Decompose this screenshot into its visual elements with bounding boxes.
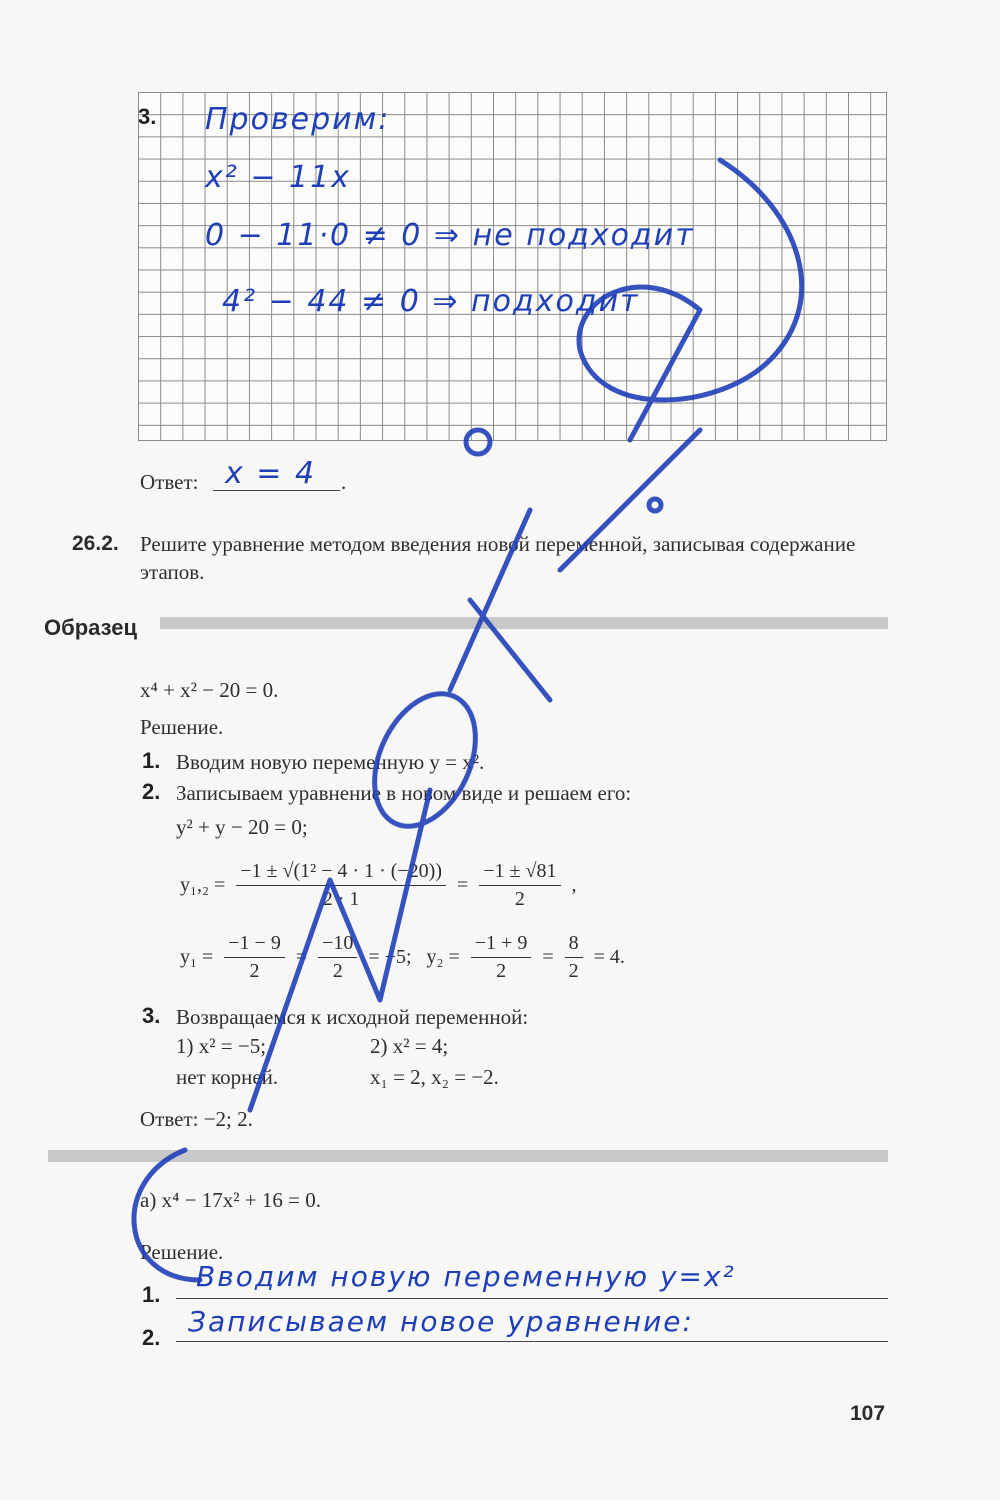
y12-formula	[180, 860, 577, 911]
y12-fraction	[236, 860, 446, 911]
exercise-a-step1-hand: Вводим новую переменную y=x²	[196, 1260, 736, 1293]
case1-equation: 1) x² = −5;	[176, 1034, 267, 1058]
exercise-a-line-2	[176, 1341, 888, 1342]
y1-fraction-2	[318, 932, 357, 983]
exercise-a-solution-label: Решение.	[140, 1240, 224, 1264]
answer-value: x = 4	[225, 456, 317, 491]
y2-fraction	[471, 932, 532, 983]
case1-result: нет корней.	[176, 1065, 279, 1089]
sample-step2-text: Записываем уравнение в новом виде и решаем его:	[176, 781, 632, 805]
y1-y2-formula	[180, 932, 625, 983]
y2-numerator: −1 + 9	[471, 932, 532, 958]
sample-equation: x⁴ + x² − 20 = 0.	[140, 678, 279, 702]
y12-denominator: 2 · 1	[322, 888, 360, 910]
y12-tail: ,	[571, 874, 577, 896]
y12-numerator-2: −1 ± √81	[479, 860, 560, 886]
y2-denominator-2: 2	[568, 960, 579, 982]
task-text: Решите уравнение методом введения новой переменной, записывая содержание этапов.	[140, 532, 856, 584]
y1-numerator: −1 − 9	[224, 932, 285, 958]
exercise-a-equation: а) x⁴ − 17x² + 16 = 0.	[140, 1188, 321, 1212]
y1-label: y₁ =	[180, 946, 214, 968]
sample-step3-number: 3.	[142, 1003, 161, 1028]
top-step-number: 3.	[138, 104, 157, 129]
page-number: 107	[850, 1402, 886, 1425]
y12-denominator-2: 2	[514, 888, 525, 910]
hand-line-2: x² − 11x	[205, 160, 351, 195]
exercise-a-step1-number: 1.	[142, 1282, 161, 1307]
y1-result: = −5;	[368, 946, 412, 968]
hand-line-1: Проверим:	[205, 102, 391, 137]
answer-label: Ответ:	[140, 470, 199, 494]
sample-heading: Образец	[44, 615, 138, 640]
task-number: 26.2.	[72, 532, 119, 555]
y1-denominator-2: 2	[332, 960, 343, 982]
y2-label: y₂ =	[426, 946, 460, 968]
y1-denominator: 2	[249, 960, 260, 982]
y2-fraction-2	[565, 932, 583, 983]
y2-result: = 4.	[593, 946, 625, 968]
y12-numerator: −1 ± √(1² − 4 · 1 · (−20))	[236, 860, 446, 886]
hand-line-4: 4² − 44 ≠ 0 ⇒ подходит	[222, 284, 640, 319]
y2-denominator: 2	[496, 960, 507, 982]
sample-step2-equation: y² + y − 20 = 0;	[176, 815, 308, 839]
y1-fraction	[224, 932, 285, 983]
exercise-a-step2-hand: Записываем новое уравнение:	[188, 1305, 694, 1338]
y12-fraction-2	[479, 860, 560, 911]
y2-equals: =	[542, 946, 554, 968]
exercise-a-step2-number: 2.	[142, 1325, 161, 1350]
stamp-text	[0, 0, 1, 1]
sample-step1-text: Вводим новую переменную y = x².	[176, 750, 485, 774]
sample-answer: Ответ: −2; 2.	[140, 1107, 253, 1131]
answer-tail: .	[341, 470, 347, 494]
y12-label: y₁,₂ =	[180, 874, 226, 896]
sample-solution-label: Решение.	[140, 715, 224, 739]
y1-numerator-2: −10	[318, 932, 357, 958]
sample-step2-number: 2.	[142, 779, 161, 804]
sample-bar-bottom	[48, 1150, 888, 1162]
sample-bar-top	[160, 617, 888, 629]
case2-result: x₁ = 2, x₂ = −2.	[370, 1065, 499, 1089]
hand-line-3: 0 − 11·0 ≠ 0 ⇒ не подходит	[205, 218, 695, 253]
sample-step1-number: 1.	[142, 748, 161, 773]
sample-step3-text: Возвращаемся к исходной переменной:	[176, 1005, 529, 1029]
y12-equals: =	[456, 874, 469, 896]
exercise-a-line-1	[176, 1298, 888, 1299]
y2-numerator-2: 8	[565, 932, 583, 958]
case2-equation: 2) x² = 4;	[370, 1034, 449, 1058]
graph-paper-grid	[138, 92, 887, 441]
y1-equals: =	[295, 946, 308, 968]
